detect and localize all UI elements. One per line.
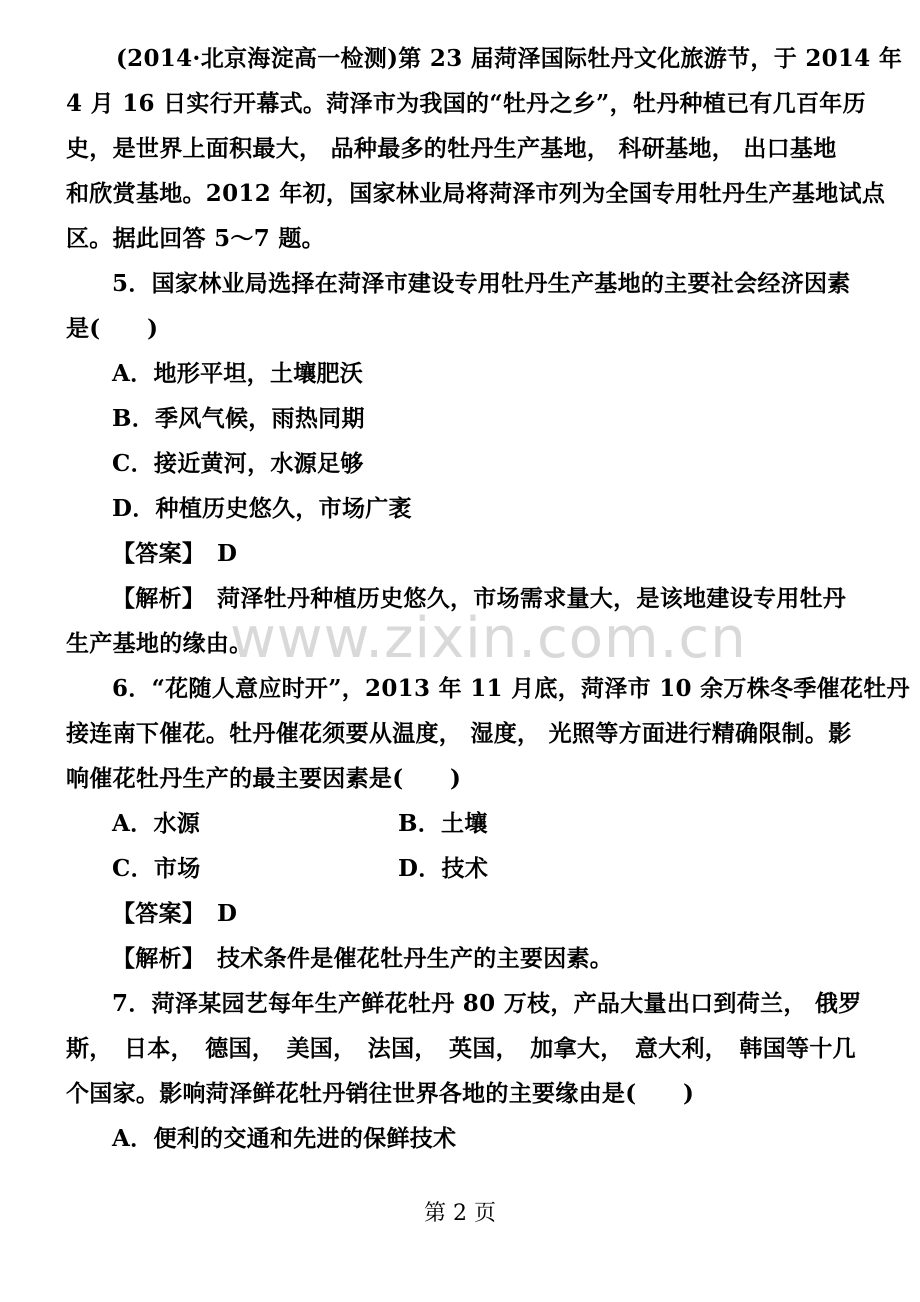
intro-line-2: 4 月 16 日实行开幕式。菏泽市为我国的“牡丹之乡”，牡丹种植已有几百年历 (66, 90, 866, 117)
q5-analysis-line-1: 【解析】 菏泽牡丹种植历史悠久，市场需求量大，是该地建设专用牡丹 (112, 585, 847, 612)
intro-line-1: (2014·北京海淀高一检测)第 23 届菏泽国际牡丹文化旅游节，于 2014 年 (116, 45, 903, 72)
q7-country: 德国， (205, 1035, 276, 1062)
q7-country: 美国， (286, 1035, 357, 1062)
watermark: www.zixin.com.cn (230, 606, 747, 671)
q5-analysis-line-2: 生产基地的缘由。 (66, 630, 253, 657)
q5-stem-line-2: 是( ) (66, 315, 159, 342)
q7-option-a: A．便利的交通和先进的保鲜技术 (112, 1125, 457, 1152)
q6-stem-line-2: 接连南下催花。牡丹催花须要从温度， 湿度， 光照等方面进行精确限制。影 (66, 720, 852, 747)
q6-options-row-1 (112, 809, 712, 839)
q5-option-c: C．接近黄河，水源足够 (112, 450, 364, 477)
q6-option-d: D．技术 (398, 855, 489, 882)
q7-country: 法国， (367, 1035, 438, 1062)
q5-option-a: A．地形平坦，土壤肥沃 (112, 360, 364, 387)
q6-option-a: A．水源 (112, 810, 201, 837)
q6-option-c: C．市场 (112, 855, 201, 882)
q7-country: 日本， (123, 1035, 194, 1062)
page-number: 第 2 页 (424, 1201, 496, 1226)
q7-stem-line-2 (66, 1034, 856, 1064)
q5-stem-line-1: 5．国家林业局选择在菏泽市建设专用牡丹生产基地的主要社会经济因素 (112, 270, 851, 297)
q6-stem-line-1: 6．“花随人意应时开”，2013 年 11 月底，菏泽市 10 余万株冬季催花牡丹 (112, 675, 910, 702)
q7-country: 加拿大， (530, 1035, 624, 1062)
q7-country: 意大利， (634, 1035, 729, 1062)
q6-option-b: B．土壤 (398, 810, 488, 837)
q7-country: 斯， (66, 1035, 113, 1062)
q5-option-d: D．种植历史悠久，市场广袤 (112, 495, 412, 522)
q7-country: 英国， (449, 1035, 519, 1062)
q7-stem-line-1: 7．菏泽某园艺每年生产鲜花牡丹 80 万枝，产品大量出口到荷兰， 俄罗 (112, 990, 862, 1017)
q6-options-row-2 (112, 854, 712, 884)
intro-line-5: 区。据此回答 5～7 题。 (66, 225, 325, 252)
q7-stem-line-3: 个国家。影响菏泽鲜花牡丹销往世界各地的主要缘由是( ) (66, 1080, 695, 1107)
q6-analysis: 【解析】 技术条件是催花牡丹生产的主要因素。 (112, 945, 614, 972)
q6-stem-line-3: 响催花牡丹生产的最主要因素是( ) (66, 765, 462, 792)
intro-line-3: 史，是世界上面积最大， 品种最多的牡丹生产基地， 科研基地， 出口基地 (66, 135, 837, 162)
q6-answer: 【答案】 D (112, 900, 238, 927)
q5-answer: 【答案】 D (112, 540, 238, 567)
q5-option-b: B．季风气候，雨热同期 (112, 405, 365, 432)
intro-line-4: 和欣赏基地。2012 年初，国家林业局将菏泽市列为全国专用牡丹生产基地试点 (66, 180, 886, 207)
q7-country: 韩国等十几 (739, 1035, 856, 1062)
